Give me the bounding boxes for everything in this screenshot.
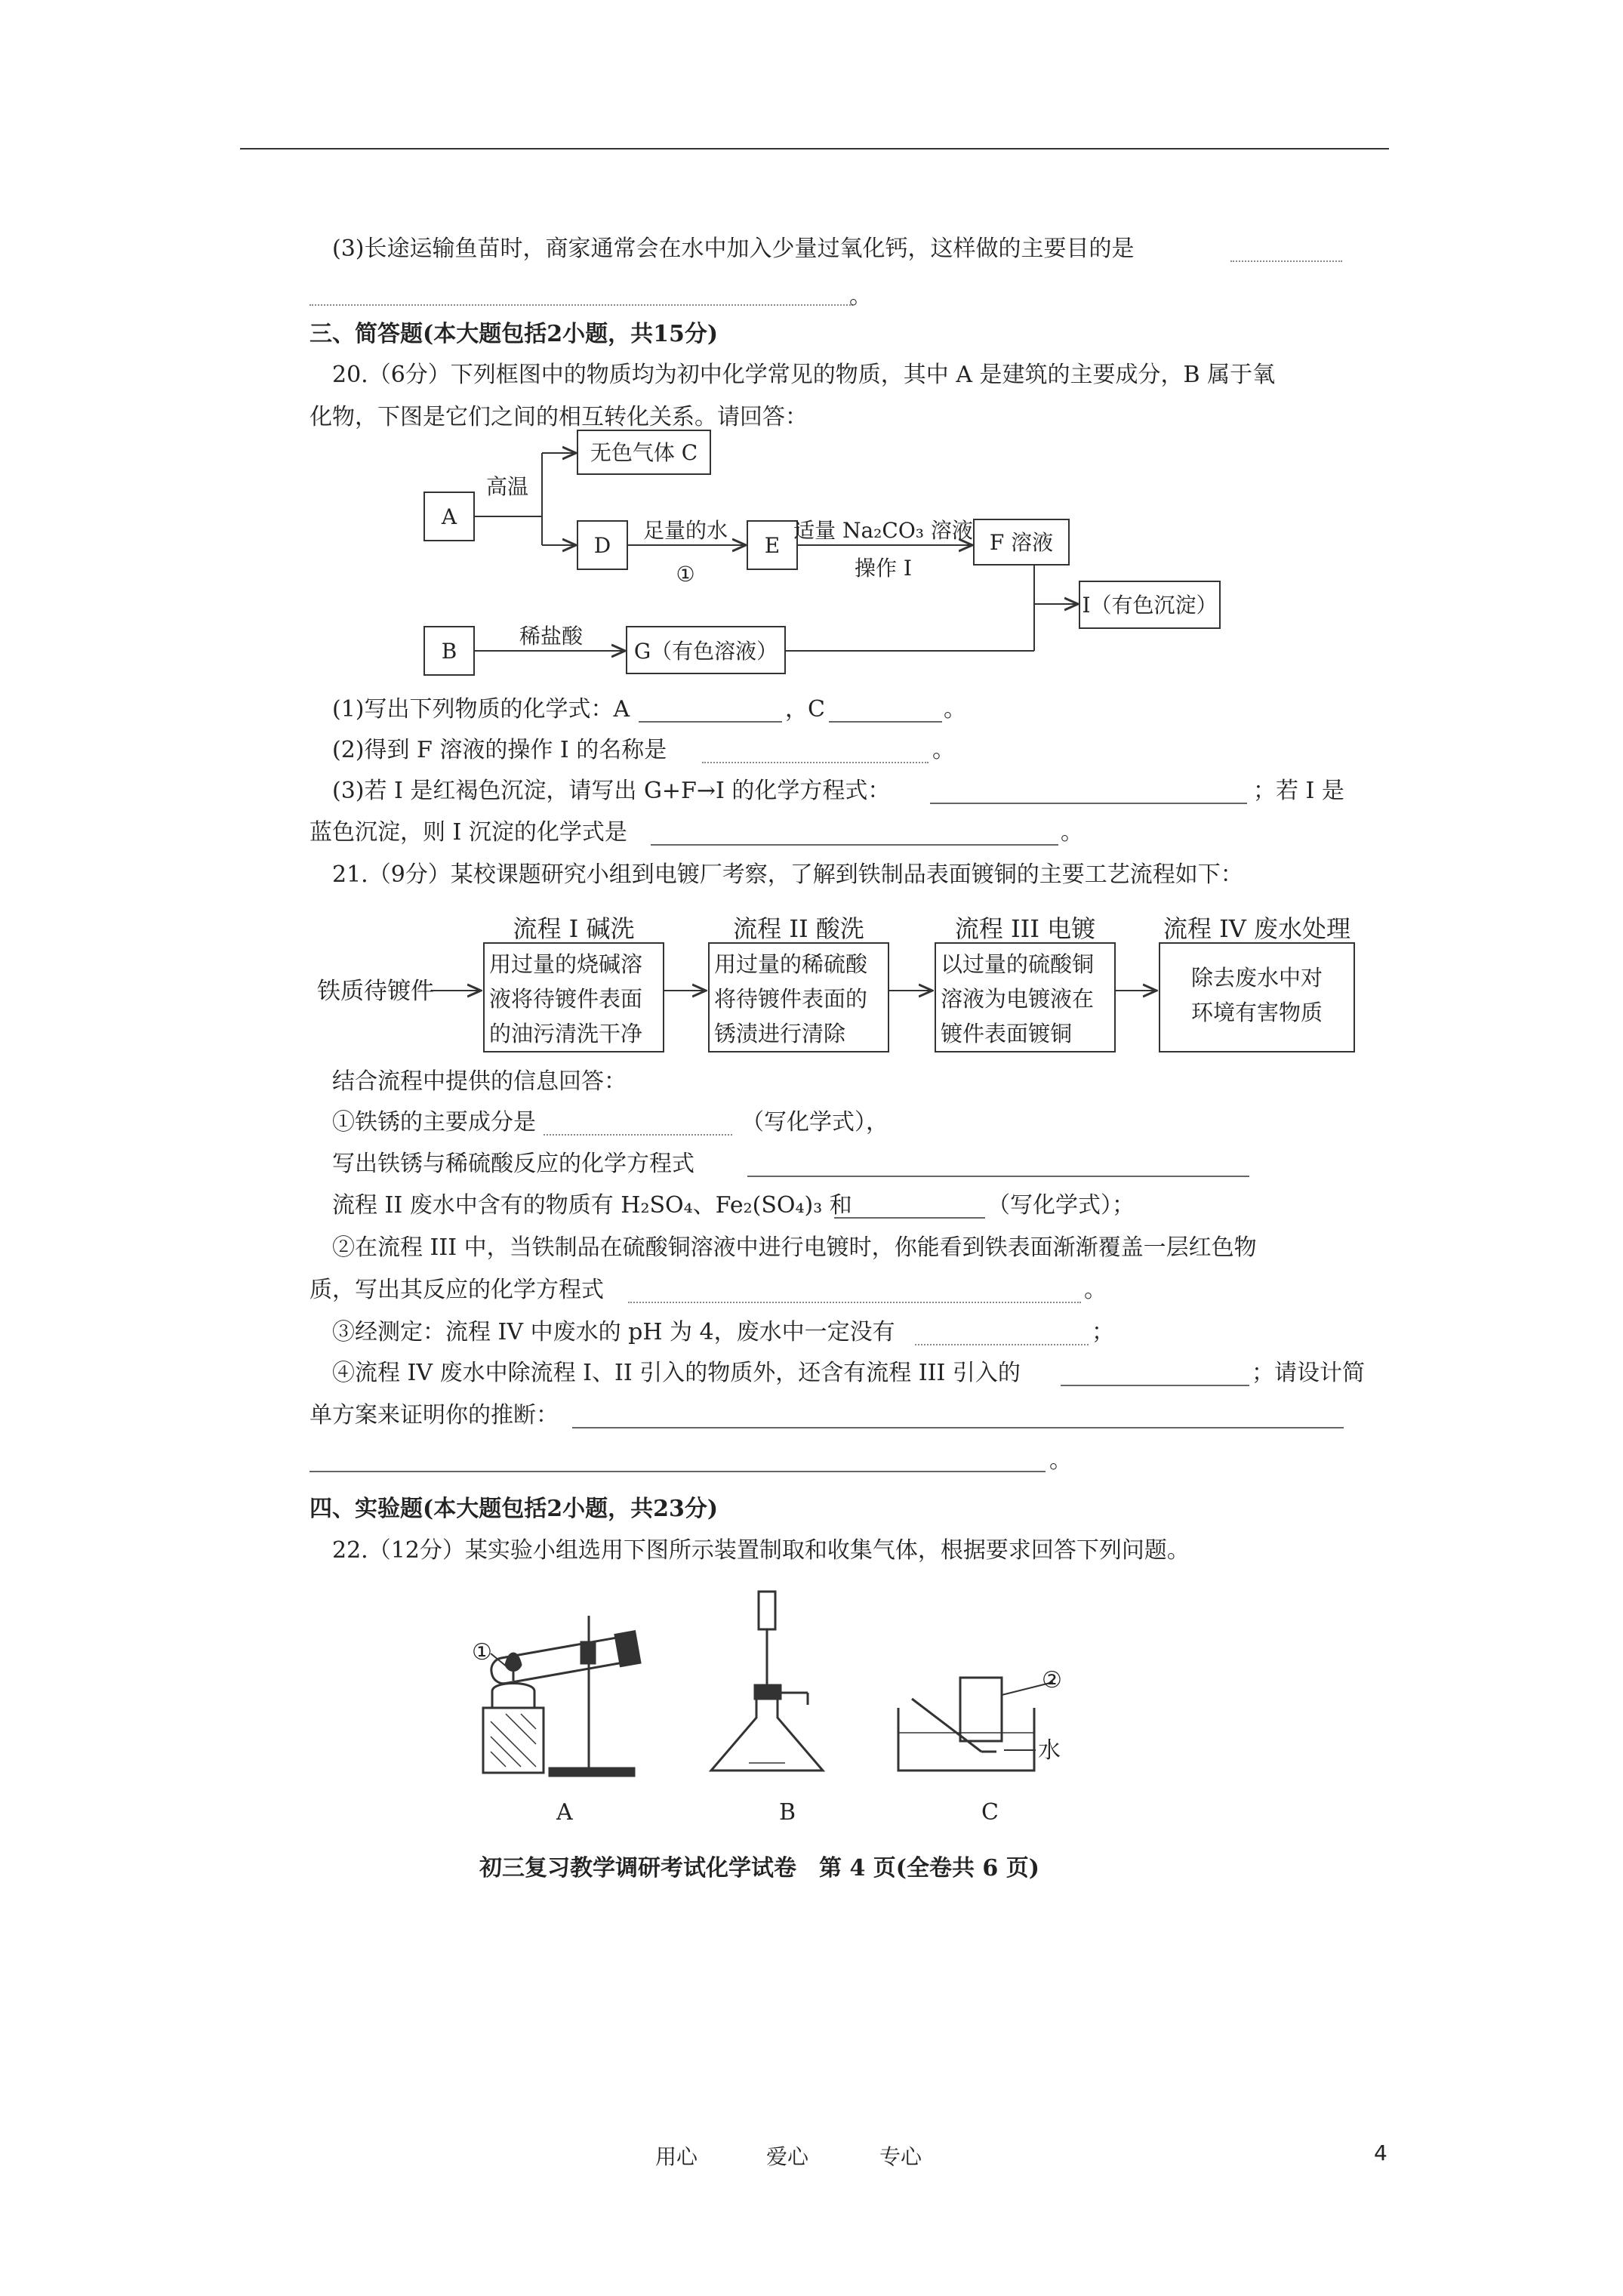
- flow-box-3-line: 以过量的硫酸铜: [941, 951, 1095, 977]
- q21-1-text-c: 写出铁锈与稀硫酸反应的化学方程式: [332, 1151, 694, 1177]
- flow-box-1-line: 用过量的烧碱溶: [489, 951, 643, 977]
- label-d: D: [593, 533, 611, 558]
- q19-3-text: (3)长途运输鱼苗时，商家通常会在水中加入少量过氧化钙，这样做的主要目的是: [332, 236, 1135, 262]
- apparatus-b: [711, 1592, 823, 1771]
- flow-box-3-line: 溶液为电镀液在: [941, 986, 1095, 1012]
- flow-box-1-line: 的油污清洗干净: [489, 1021, 643, 1046]
- label-f: F 溶液: [989, 530, 1054, 555]
- q21-4-text: ④流程 IV 废水中除流程 I、II 引入的物质外，还含有流程 III 引入的: [332, 1360, 1021, 1386]
- label-op1: 操作 I: [855, 556, 912, 581]
- page-number: 4: [1374, 2140, 1387, 2165]
- q20-1-text: (1)写出下列物质的化学式：A: [332, 696, 630, 723]
- q20-3-text: (3)若 I 是红褐色沉淀，请写出 G+F→I 的化学方程式：: [332, 778, 891, 804]
- q20-2-end: 。: [932, 737, 955, 763]
- label-b: B: [441, 639, 457, 664]
- apparatus-a: [483, 1616, 640, 1776]
- label-e: E: [764, 533, 781, 558]
- flow-start: 铁质待镀件: [317, 978, 434, 1005]
- section-3-heading: 三、简答题(本大题包括2小题，共15分): [310, 321, 719, 347]
- flow-box-4-line: 环境有害物质: [1190, 1000, 1323, 1025]
- apparatus-label-c: C: [981, 1799, 999, 1826]
- q21-4-end: 。: [1049, 1447, 1072, 1474]
- apparatus-label-a: A: [556, 1799, 573, 1826]
- footer-word-2: 爱心: [766, 2144, 809, 2169]
- flow-box-3-line: 镀件表面镀铜: [941, 1021, 1073, 1046]
- flow-box-1-line: 液将待镀件表面: [489, 986, 643, 1012]
- q21-3-end: ；: [1092, 1319, 1114, 1345]
- q20-1-c: ，C: [785, 696, 825, 723]
- label-step1: ①: [676, 562, 695, 587]
- q20-line-2: 化物，下图是它们之间的相互转化关系。请回答：: [310, 404, 808, 430]
- q20-2-text: (2)得到 F 溶液的操作 I 的名称是: [332, 737, 667, 763]
- q19-3-end: 。: [849, 283, 872, 310]
- flow-title-1: 流程 I 碱洗: [513, 914, 635, 943]
- q21-1-text: ①铁锈的主要成分是: [332, 1109, 536, 1136]
- q21-intro: 结合流程中提供的信息回答：: [332, 1068, 627, 1095]
- flow-box-2-line: 锈渍进行清除: [714, 1021, 846, 1046]
- flow-title-3: 流程 III 电镀: [954, 914, 1096, 943]
- q21-1-text-e: （写化学式）；: [987, 1192, 1135, 1219]
- label-na2co3: 适量 Na₂CO₃ 溶液: [793, 518, 973, 543]
- flow-box-4-line: 除去废水中对: [1190, 965, 1323, 991]
- flow-box-2-line: 将待镀件表面的: [714, 986, 868, 1012]
- flow-box-2-line: 用过量的稀硫酸: [714, 951, 868, 977]
- footer-word-1: 用心: [655, 2144, 698, 2169]
- label-g: G（有色溶液）: [633, 639, 778, 664]
- apparatus-c: [898, 1678, 1053, 1771]
- apparatus-water-label: 水: [1038, 1737, 1061, 1764]
- q20-line-1: 20.（6分）下列框图中的物质均为初中化学常见的物质，其中 A 是建筑的主要成分，B 属于氧: [332, 362, 1276, 388]
- label-gaowen: 高温: [485, 474, 529, 499]
- q20-3-end: 。: [1061, 819, 1083, 846]
- apparatus-label-b: B: [779, 1799, 796, 1826]
- section-4-heading: 四、实验题(本大题包括2小题，共23分): [310, 1496, 719, 1522]
- q21-2-end: 。: [1084, 1277, 1107, 1303]
- q20-3-text-c: 蓝色沉淀，则 I 沉淀的化学式是: [310, 819, 627, 846]
- q21-4-text-b: ；请设计简: [1252, 1360, 1365, 1386]
- label-a: A: [441, 504, 457, 529]
- flow-title-4: 流程 IV 废水处理: [1163, 914, 1351, 943]
- q21-4-text-c: 单方案来证明你的推断：: [310, 1402, 559, 1428]
- label-c: 无色气体 C: [590, 440, 698, 465]
- q20-3-text-b: ；若 I 是: [1253, 778, 1344, 804]
- q20-1-end: 。: [944, 696, 966, 723]
- label-i: I（有色沉淀）: [1082, 593, 1218, 618]
- page-caption: 初三复习教学调研考试化学试卷 第 4 页(全卷共 6 页): [479, 1855, 1039, 1881]
- q21-line-1: 21.（9分）某校课题研究小组到电镀厂考察，了解到铁制品表面镀铜的主要工艺流程如下：: [332, 861, 1243, 888]
- flow-title-2: 流程 II 酸洗: [733, 914, 864, 943]
- label-hcl: 稀盐酸: [519, 624, 584, 649]
- apparatus-mark-2: ②: [1042, 1667, 1062, 1693]
- apparatus-mark-1: ①: [472, 1639, 492, 1666]
- q21-2-text: ②在流程 III 中，当铁制品在硫酸铜溶液中进行电镀时，你能看到铁表面渐渐覆盖一层红色物: [332, 1234, 1257, 1261]
- label-water: 足量的水: [642, 518, 728, 543]
- q22-line-1: 22.（12分）某实验小组选用下图所示装置制取和收集气体，根据要求回答下列问题。: [332, 1537, 1190, 1564]
- q21-1-text-b: （写化学式），: [741, 1109, 888, 1136]
- q21-1-text-d: 流程 II 废水中含有的物质有 H₂SO₄、Fe₂(SO₄)₃ 和: [332, 1192, 852, 1219]
- footer-word-3: 专心: [879, 2144, 922, 2169]
- q21-2-text-b: 质，写出其反应的化学方程式: [310, 1277, 604, 1303]
- q21-3-text: ③经测定：流程 IV 中废水的 pH 为 4，废水中一定没有: [332, 1319, 895, 1345]
